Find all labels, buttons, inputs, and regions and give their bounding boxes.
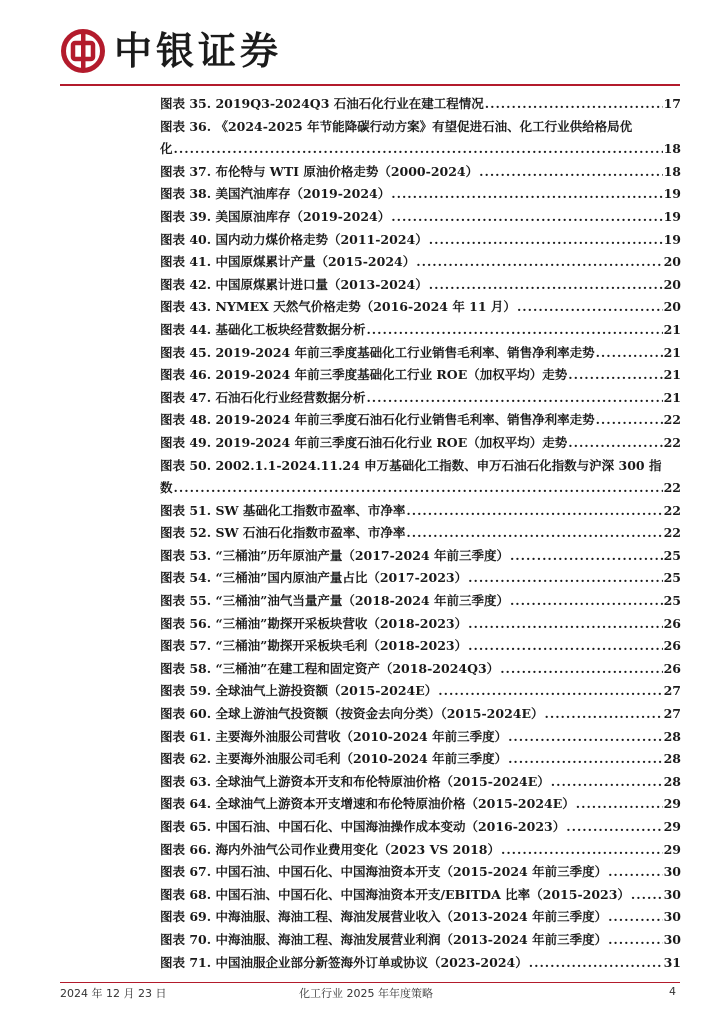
footer-doc-title: 化工行业 2025 年年度策略: [299, 987, 433, 1000]
toc-leader-dots: [391, 206, 662, 229]
toc-leader-dots: [501, 839, 663, 862]
toc-entry[interactable]: [160, 319, 681, 342]
toc-entry[interactable]: [160, 93, 681, 116]
page-header: [0, 0, 724, 84]
footer-page-number: 4: [669, 985, 676, 998]
toc-leader-dots: [416, 251, 662, 274]
toc-entry[interactable]: [160, 703, 681, 726]
toc-entry[interactable]: [160, 296, 681, 319]
toc-entry-page: 21: [663, 367, 681, 383]
bank-of-china-logo-icon: [60, 28, 106, 74]
toc-entry-page: 18: [663, 141, 681, 157]
toc-entry-page: 29: [663, 796, 681, 812]
toc-leader-dots: [508, 748, 663, 771]
toc-leader-dots: [608, 861, 663, 884]
toc-leader-dots: [406, 522, 662, 545]
brand-name: 中银证券: [114, 29, 283, 73]
toc-entry-page: 20: [663, 254, 681, 270]
toc-entry-page: 22: [663, 434, 681, 450]
toc-entry-page: 19: [663, 208, 681, 224]
toc-entry-title: 图表 66. 海内外油气公司作业费用变化（2023 VS 2018）: [160, 841, 500, 857]
toc-entry-title: 图表 51. SW 基础化工指数市盈率、市净率: [160, 502, 406, 518]
footer-divider: [60, 982, 680, 983]
toc-entry-page: 20: [663, 276, 681, 292]
toc-entry[interactable]: [160, 567, 681, 590]
toc-entry[interactable]: [160, 274, 681, 297]
toc-entry-page: 31: [663, 954, 681, 970]
toc-leader-dots: [517, 296, 663, 319]
toc-entry-page: 21: [663, 344, 681, 360]
toc-leader-dots: [596, 342, 663, 365]
toc-entry[interactable]: [160, 364, 681, 387]
toc-entry-title: 图表 64. 全球油气上游资本开支增速和布伦特原油价格（2015-2024E）: [160, 796, 575, 812]
toc-entry[interactable]: [160, 161, 681, 184]
toc-entry[interactable]: [160, 432, 681, 455]
toc-entry-title-line1: 图表 36. 《2024-2025 年节能降碳行动方案》有望促进石油、化工行业供给格局优: [160, 118, 633, 134]
toc-entry-page: 28: [663, 773, 681, 789]
toc-entry-title: 图表 40. 国内动力煤价格走势（2011-2024）: [160, 231, 428, 247]
figure-index-list: [160, 93, 681, 974]
toc-entry-page: 26: [663, 660, 681, 676]
toc-leader-dots: [366, 387, 662, 410]
toc-entry-title: 图表 54. “三桶油”国内原油产量占比（2017-2023）: [160, 570, 468, 586]
toc-leader-dots: [568, 432, 662, 455]
toc-entry[interactable]: [160, 861, 681, 884]
toc-entry-page: 19: [663, 231, 681, 247]
toc-leader-dots: [631, 884, 663, 907]
toc-entry-page: 22: [663, 480, 681, 496]
toc-leader-dots: [429, 229, 663, 252]
toc-entry-title: 图表 69. 中海油服、海油工程、海油发展营业收入（2013-2024 年前三季度）: [160, 909, 608, 925]
toc-entry[interactable]: [160, 206, 681, 229]
toc-entry-title: 图表 37. 布伦特与 WTI 原油价格走势（2000-2024）: [160, 163, 479, 179]
toc-entry-title: 图表 49. 2019-2024 年前三季度石油石化行业 ROE（加权平均）走势: [160, 434, 568, 450]
toc-leader-dots: [366, 319, 662, 342]
toc-entry[interactable]: [160, 409, 681, 432]
toc-leader-dots: [510, 545, 663, 568]
toc-entry-page: 30: [663, 931, 681, 947]
toc-leader-dots: [500, 658, 662, 681]
toc-entry-page: 17: [663, 96, 681, 111]
toc-entry-page: 21: [663, 389, 681, 405]
toc-entry[interactable]: [160, 522, 681, 545]
toc-entry-title: 图表 68. 中国石油、中国石化、中国海油资本开支/EBITDA 比率（2015-2023）: [160, 886, 630, 902]
toc-leader-dots: [608, 929, 663, 952]
toc-entry-title: 图表 70. 中海油服、海油工程、海油发展营业利润（2013-2024 年前三季度）: [160, 931, 608, 947]
toc-entry-page: 25: [663, 593, 681, 609]
toc-leader-dots: [596, 409, 663, 432]
toc-entry-title: 图表 46. 2019-2024 年前三季度基础化工行业 ROE（加权平均）走势: [160, 367, 568, 383]
toc-leader-dots: [566, 816, 662, 839]
toc-entry[interactable]: [160, 500, 681, 523]
toc-leader-dots: [479, 161, 662, 184]
toc-entry-page: 30: [663, 909, 681, 925]
toc-entry-title: 图表 42. 中国原煤累计进口量（2013-2024）: [160, 276, 428, 292]
toc-entry[interactable]: [160, 455, 681, 500]
toc-entry-title: 图表 45. 2019-2024 年前三季度基础化工行业销售毛利率、销售净利率走势: [160, 344, 595, 360]
header-divider: [60, 84, 680, 86]
toc-entry[interactable]: [160, 680, 681, 703]
toc-entry-page: 25: [663, 570, 681, 586]
toc-entry-title: 图表 65. 中国石油、中国石化、中国海油操作成本变动（2016-2023）: [160, 819, 566, 834]
toc-leader-dots: [174, 477, 663, 500]
toc-entry-page: 28: [663, 728, 681, 744]
toc-entry-title: 图表 47. 石油石化行业经营数据分析: [160, 389, 366, 405]
toc-entry[interactable]: [160, 545, 681, 568]
toc-entry[interactable]: [160, 884, 681, 907]
toc-entry-title: 图表 52. SW 石油石化指数市盈率、市净率: [160, 525, 406, 541]
toc-entry[interactable]: [160, 116, 681, 161]
toc-entry-page: 27: [663, 706, 681, 722]
toc-entry-page: 26: [663, 615, 681, 631]
toc-entry[interactable]: [160, 658, 681, 681]
toc-entry-title: 图表 39. 美国原油库存（2019-2024）: [160, 208, 391, 224]
toc-entry[interactable]: [160, 929, 681, 952]
toc-entry-page: 28: [663, 751, 681, 767]
toc-entry-page: 30: [663, 864, 681, 880]
toc-entry[interactable]: [160, 229, 681, 252]
toc-leader-dots: [468, 613, 662, 636]
toc-entry-page: 29: [663, 819, 681, 834]
toc-entry-page: 18: [663, 163, 681, 179]
toc-entry[interactable]: [160, 839, 681, 862]
toc-entry-page: 21: [663, 321, 681, 337]
toc-entry-title: 图表 44. 基础化工板块经营数据分析: [160, 321, 366, 337]
toc-entry[interactable]: [160, 816, 681, 839]
footer-date: 2024 年 12 月 23 日: [60, 987, 167, 1000]
toc-leader-dots: [468, 635, 662, 658]
toc-entry-page: 22: [663, 525, 681, 541]
toc-leader-dots: [174, 138, 663, 161]
toc-entry[interactable]: [160, 251, 681, 274]
toc-entry-title: 图表 53. “三桶油”历年原油产量（2017-2024 年前三季度）: [160, 547, 509, 563]
toc-leader-dots: [485, 93, 663, 116]
toc-entry[interactable]: [160, 793, 681, 816]
toc-entry-title: 图表 62. 主要海外油服公司毛利（2010-2024 年前三季度）: [160, 751, 508, 767]
toc-entry-page: 19: [663, 186, 681, 202]
toc-entry-title: 图表 35. 2019Q3-2024Q3 石油石化行业在建工程情况: [160, 96, 484, 111]
toc-entry-title: 图表 43. NYMEX 天然气价格走势（2016-2024 年 11 月）: [160, 299, 516, 315]
toc-leader-dots: [529, 952, 663, 975]
toc-leader-dots: [576, 793, 663, 816]
toc-leader-dots: [438, 680, 662, 703]
toc-entry-title: 图表 58. “三桶油”在建工程和固定资产（2018-2024Q3）: [160, 660, 500, 676]
toc-leader-dots: [545, 703, 663, 726]
toc-entry-title-line2: 数: [160, 480, 173, 496]
toc-entry-line2: [160, 477, 681, 500]
toc-entry-title-line1: 图表 50. 2002.1.1-2024.11.24 申万基础化工指数、申万石油石化指数与沪深 300 指: [160, 457, 662, 473]
toc-leader-dots: [508, 726, 663, 749]
toc-entry-page: 29: [663, 841, 681, 857]
toc-entry[interactable]: [160, 183, 681, 206]
toc-entry-title: 图表 71. 中国油服企业部分新签海外订单或协议（2023-2024）: [160, 954, 528, 970]
toc-leader-dots: [510, 590, 663, 613]
toc-entry-title: 图表 59. 全球油气上游投资额（2015-2024E）: [160, 683, 438, 699]
toc-entry-title: 图表 55. “三桶油”油气当量产量（2018-2024 年前三季度）: [160, 593, 509, 609]
toc-entry[interactable]: [160, 952, 681, 975]
toc-entry[interactable]: [160, 342, 681, 365]
toc-entry-line2: [160, 138, 681, 161]
toc-entry-title: 图表 67. 中国石油、中国石化、中国海油资本开支（2015-2024 年前三季度）: [160, 864, 608, 880]
toc-leader-dots: [568, 364, 662, 387]
toc-entry-page: 26: [663, 638, 681, 654]
toc-entry[interactable]: [160, 590, 681, 613]
toc-entry[interactable]: [160, 906, 681, 929]
toc-entry[interactable]: [160, 748, 681, 771]
toc-entry-title: 图表 63. 全球油气上游资本开支和布伦特原油价格（2015-2024E）: [160, 773, 550, 789]
toc-entry-title-line2: 化: [160, 141, 173, 157]
toc-entry-page: 22: [663, 412, 681, 428]
toc-entry-page: 27: [663, 683, 681, 699]
toc-entry[interactable]: [160, 771, 681, 794]
toc-entry-page: 22: [663, 502, 681, 518]
toc-leader-dots: [429, 274, 663, 297]
toc-leader-dots: [608, 906, 663, 929]
toc-leader-dots: [468, 567, 662, 590]
toc-entry-title: 图表 56. “三桶油”勘探开采板块营收（2018-2023）: [160, 615, 468, 631]
toc-leader-dots: [391, 183, 662, 206]
toc-entry-title: 图表 61. 主要海外油服公司营收（2010-2024 年前三季度）: [160, 728, 508, 744]
toc-entry-page: 25: [663, 547, 681, 563]
toc-leader-dots: [551, 771, 663, 794]
toc-entry-page: 20: [663, 299, 681, 315]
toc-entry[interactable]: [160, 635, 681, 658]
toc-entry-title: 图表 48. 2019-2024 年前三季度石油石化行业销售毛利率、销售净利率走势: [160, 412, 595, 428]
toc-entry-title: 图表 57. “三桶油”勘探开采板块毛利（2018-2023）: [160, 638, 468, 654]
toc-entry[interactable]: [160, 726, 681, 749]
toc-entry-title: 图表 38. 美国汽油库存（2019-2024）: [160, 186, 391, 202]
toc-entry[interactable]: [160, 387, 681, 410]
toc-entry-title: 图表 60. 全球上游油气投资额（按资金去向分类）（2015-2024E）: [160, 706, 544, 722]
toc-entry-page: 30: [663, 886, 681, 902]
toc-entry[interactable]: [160, 613, 681, 636]
toc-entry-title: 图表 41. 中国原煤累计产量（2015-2024）: [160, 254, 416, 270]
toc-leader-dots: [406, 500, 662, 523]
